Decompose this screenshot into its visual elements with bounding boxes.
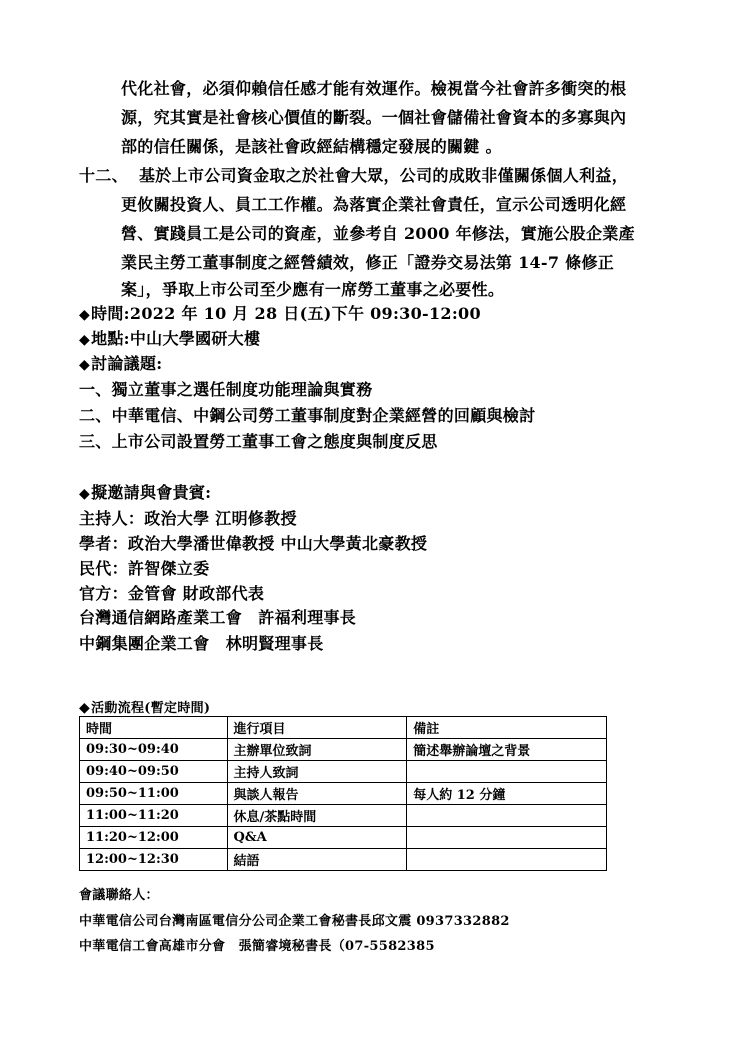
table-row xyxy=(80,783,607,805)
guests-heading-line xyxy=(79,480,211,503)
table-cell-note: 每人約 12 分鐘 xyxy=(407,783,607,805)
item-12-line: 基於上市公司資金取之於社會大眾，公司的成敗非僅關係個人利益， xyxy=(139,166,629,185)
diamond-bullet-icon: ◆ xyxy=(79,700,91,716)
table-cell-note xyxy=(407,805,607,827)
diamond-bullet-icon: ◆ xyxy=(79,486,91,502)
guest-line: 民代：許智傑立委 xyxy=(79,559,210,578)
table-cell-item: 與談人報告 xyxy=(227,783,407,805)
location-line xyxy=(79,326,260,349)
guest-line: 主持人：政治大學 江明修教授 xyxy=(79,509,297,528)
table-cell-item: 主辦單位致詞 xyxy=(227,739,407,761)
table-row xyxy=(80,739,607,761)
table-cell-note xyxy=(407,761,607,783)
guest-line: 官方：金管會 財政部代表 xyxy=(79,584,265,603)
intro-line: 代化社會，必須仰賴信任感才能有效運作。檢視當今社會許多衝突的根 xyxy=(121,79,627,98)
item-12-line: 案」，爭取上市公司至少應有一席勞工董事之必要性。 xyxy=(121,280,505,299)
table-cell-note xyxy=(407,827,607,849)
intro-line: 部的信任關係，是該社會政經結構穩定發展的關鍵 。 xyxy=(121,137,502,156)
table-cell-time: 09:40~09:50 xyxy=(80,761,228,783)
table-header-cell: 時間 xyxy=(80,717,228,739)
guests-heading: 擬邀請與會貴賓: xyxy=(91,483,212,502)
topic-item: 二、中華電信、中鋼公司勞工董事制度對企業經營的回顧與檢討 xyxy=(79,406,536,425)
schedule-heading-line xyxy=(79,697,210,716)
table-cell-time: 09:30~09:40 xyxy=(80,739,228,761)
table-cell-time: 11:00~11:20 xyxy=(80,805,228,827)
table-row xyxy=(80,761,607,783)
guest-line: 中鋼集團企業工會 林明賢理事長 xyxy=(79,634,324,653)
table-cell-time: 12:00~12:30 xyxy=(80,849,228,871)
table-cell-time: 11:20~12:00 xyxy=(80,827,228,849)
table-header-cell: 進行項目 xyxy=(227,717,407,739)
table-row xyxy=(80,805,607,827)
intro-line: 源，究其實是社會核心價值的斷裂。一個社會儲備社會資本的多寡與內 xyxy=(121,108,627,127)
table-cell-item: 結語 xyxy=(227,849,407,871)
guest-line: 台灣通信網路產業工會 許福利理事長 xyxy=(79,608,357,627)
table-cell-item: Q&A xyxy=(227,827,407,849)
item-12-number: 十二、 xyxy=(79,166,128,185)
table-row xyxy=(80,849,607,871)
table-row xyxy=(80,827,607,849)
table-header-row xyxy=(80,717,607,739)
diamond-bullet-icon: ◆ xyxy=(79,357,91,373)
table-cell-note: 簡述舉辦論壇之背景 xyxy=(407,739,607,761)
schedule-table xyxy=(79,716,607,871)
contacts-heading: 會議聯絡人： xyxy=(79,888,159,903)
contact-line: 中華電信工會高雄市分會 張簡睿境秘書長（07-5582385 xyxy=(79,939,435,954)
topics-heading-line xyxy=(79,351,163,374)
schedule-heading: 活動流程(暫定時間) xyxy=(91,701,211,716)
contact-line: 中華電信公司台灣南區電信分公司企業工會秘書長邱文震 0937332882 xyxy=(79,914,510,929)
time-line xyxy=(79,301,481,324)
topic-item: 三、上市公司設置勞工董事工會之態度與制度反思 xyxy=(79,432,438,451)
table-cell-time: 09:50~11:00 xyxy=(80,783,228,805)
guest-line: 學者：政治大學潘世偉教授 中山大學黃北豪教授 xyxy=(79,534,428,553)
topics-heading: 討論議題: xyxy=(91,354,163,373)
table-cell-item: 休息/茶點時間 xyxy=(227,805,407,827)
diamond-bullet-icon: ◆ xyxy=(79,307,91,323)
event-time: 時間:2022 年 10 月 28 日(五)下午 09:30-12:00 xyxy=(91,304,481,323)
event-location: 地點:中山大學國研大樓 xyxy=(91,329,261,348)
item-12-line: 營、實踐員工是公司的資產，並參考自 2000 年修法，實施公股企業產 xyxy=(121,224,635,243)
table-cell-item: 主持人致詞 xyxy=(227,761,407,783)
diamond-bullet-icon: ◆ xyxy=(79,332,91,348)
table-header-cell: 備註 xyxy=(407,717,607,739)
item-12-line: 更攸關投資人、員工工作權。為落實企業社會責任，宣示公司透明化經 xyxy=(121,195,627,214)
table-cell-note xyxy=(407,849,607,871)
item-12-line: 業民主勞工董事制度之經營績效，修正「證券交易法第 14-7 條修正 xyxy=(121,253,615,272)
topic-item: 一、獨立董事之選任制度功能理論與實務 xyxy=(79,380,373,399)
